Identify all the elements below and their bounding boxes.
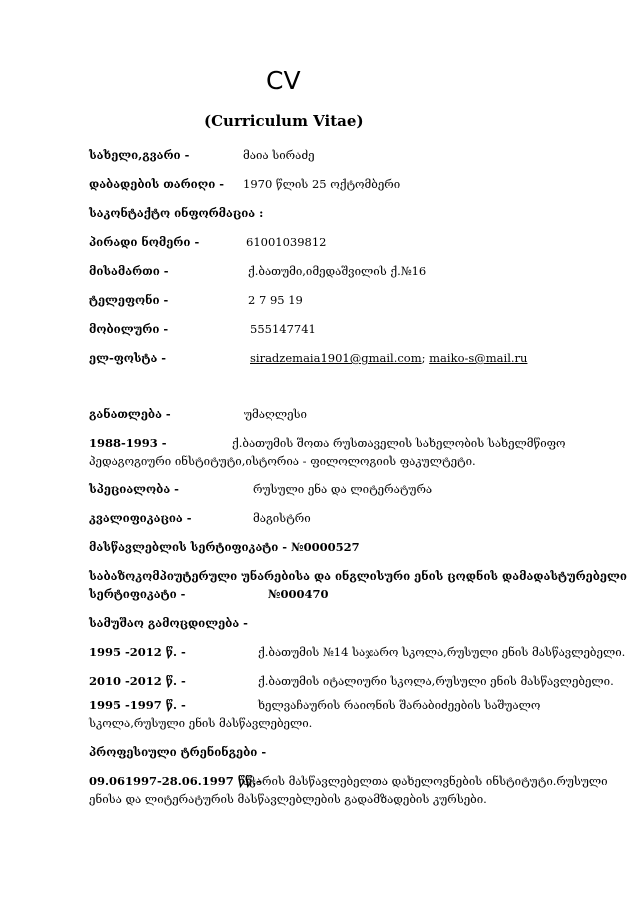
- cv-subtitle: (Curriculum Vitae): [204, 112, 364, 130]
- computer-cert-line2: სერტიფიკატი -: [89, 587, 186, 601]
- job-description: ქ.ბათუმის იტალიური სკოლა,რუსული ენის მასწავლებელი.: [258, 674, 614, 688]
- computer-cert-number: №000470: [268, 587, 329, 601]
- phone-value: 2 7 95 19: [248, 293, 303, 307]
- address-label: მისამართი -: [89, 264, 169, 278]
- computer-cert-line1: საბაზოკომპიუტერული უნარებისა და ინგლისური ენის ცოდნის დამადასტურებელი: [89, 569, 627, 583]
- cv-title: CV: [266, 66, 301, 95]
- mobile-label: მობილური -: [89, 322, 169, 336]
- training-desc-line2: ენისა და ლიტერატურის მასწავლებლების გადამზადების კურსები.: [89, 792, 487, 806]
- id-label: პირადი ნომერი -: [89, 235, 200, 249]
- mobile-value: 555147741: [250, 322, 316, 336]
- training-period: 09.061997-28.06.1997 წწ.-: [89, 774, 262, 788]
- job-description: ხელვაჩაურის რაიონის შარაბიძეების საშუალო: [258, 698, 541, 712]
- education-years: 1988-1993 -: [89, 436, 167, 450]
- job-description: ქ.ბათუმის №14 საჯარო სკოლა,რუსული ენის მასწავლებელი.: [258, 645, 626, 659]
- specialty-label: სპეციალობა -: [89, 482, 179, 496]
- qualification-label: კვალიფიკაცია -: [89, 511, 192, 525]
- job-description-line2: სკოლა,რუსული ენის მასწავლებელი.: [89, 716, 313, 730]
- name-label: სახელი,გვარი -: [89, 148, 190, 162]
- email-separator: ;: [421, 351, 426, 365]
- training-heading: პროფესიული ტრენინგები -: [89, 745, 267, 759]
- email-line: [250, 353, 527, 365]
- job-period: 2010 -2012 წ. -: [89, 674, 186, 688]
- institution-line2: პედაგოგიური ინსტიტუტი,ისტორია - ფილოლოგიის ფაკულტეტი.: [89, 454, 476, 468]
- birth-label: დაბადების თარიღი -: [89, 177, 225, 191]
- address-value: ქ.ბათუმი,იმედაშვილის ქ.№16: [248, 264, 427, 278]
- contact-heading: საკონტაქტო ინფორმაცია :: [89, 206, 264, 220]
- email-label: ელ-ფოსტა -: [89, 351, 167, 365]
- job-period: 1995 -1997 წ. -: [89, 698, 186, 712]
- specialty-value: რუსული ენა და ლიტერატურა: [253, 482, 433, 496]
- institution-line1: ქ.ბათუმის შოთა რუსთაველის სახელობის სახელმწიფო: [232, 436, 566, 450]
- qualification-value: მაგისტრი: [253, 511, 311, 525]
- id-value: 61001039812: [246, 235, 327, 249]
- teacher-certificate: მასწავლებლის სერტიფიკატი - №0000527: [89, 540, 360, 554]
- training-desc-line1: აჭარის მასწავლებელთა დახელოვნების ინსტიტუტი.რუსული: [243, 774, 608, 788]
- email-link-2[interactable]: maiko-s@mail.ru: [429, 351, 528, 365]
- education-value: უმაღლესი: [244, 407, 307, 421]
- birth-value: 1970 წლის 25 ოქტომბერი: [243, 177, 401, 191]
- phone-label: ტელეფონი -: [89, 293, 169, 307]
- email-link-1[interactable]: siradzemaia1901@gmail.com: [250, 351, 422, 365]
- work-heading: სამუშაო გამოცდილება -: [89, 616, 248, 630]
- job-period: 1995 -2012 წ. -: [89, 645, 186, 659]
- education-label: განათლება -: [89, 407, 171, 421]
- name-value: მაია სირაძე: [243, 148, 315, 162]
